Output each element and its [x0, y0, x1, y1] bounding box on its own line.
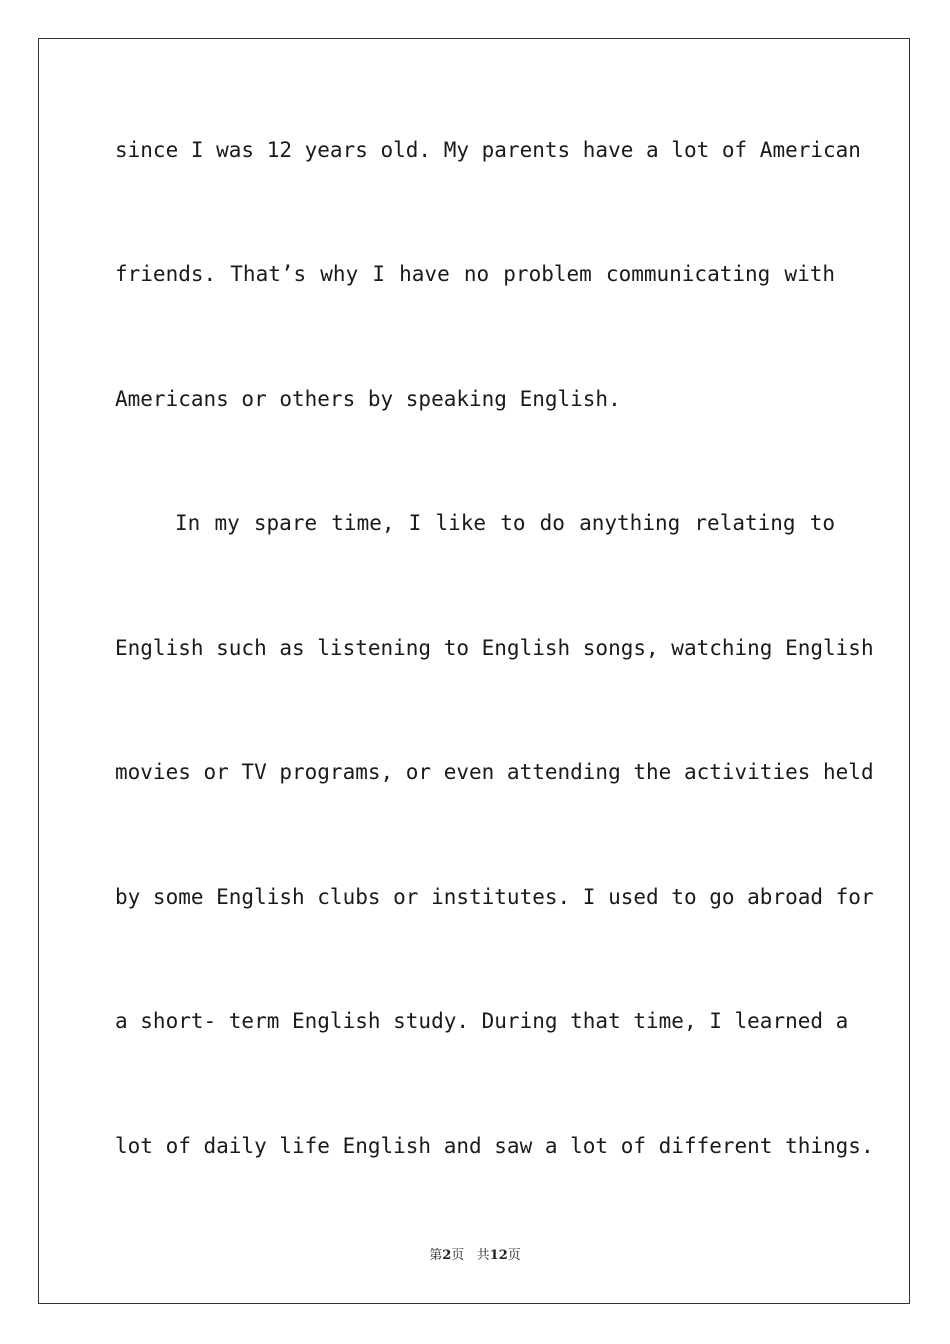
footer-page-suffix: 页 — [451, 1248, 465, 1263]
footer-page-total: 12 — [489, 1248, 508, 1263]
footer-total-prefix: 共 — [476, 1248, 490, 1263]
text-line-4: In my spare time, I like to do anything relating to — [175, 511, 835, 535]
text-line-3: Americans or others by speaking English. — [115, 387, 621, 411]
page-footer — [0, 1246, 950, 1266]
footer-total-suffix: 页 — [507, 1248, 521, 1263]
text-line-6: movies or TV programs, or even attending the activities held — [115, 760, 874, 784]
text-line-1: since I was 12 years old. My parents have a lot of American — [115, 138, 861, 162]
text-line-2: friends. That’s why I have no problem communicating with — [115, 262, 835, 286]
footer-page-prefix: 第 — [429, 1248, 443, 1263]
text-line-9: lot of daily life English and saw a lot of different things. — [115, 1134, 874, 1158]
page-border — [38, 38, 910, 1304]
text-line-7: by some English clubs or institutes. I used to go abroad for — [115, 885, 874, 909]
text-line-8: a short- term English study. During that time, I learned a — [115, 1009, 849, 1033]
text-line-5: English such as listening to English songs, watching English — [115, 636, 874, 660]
footer-page-current: 2 — [442, 1248, 452, 1263]
